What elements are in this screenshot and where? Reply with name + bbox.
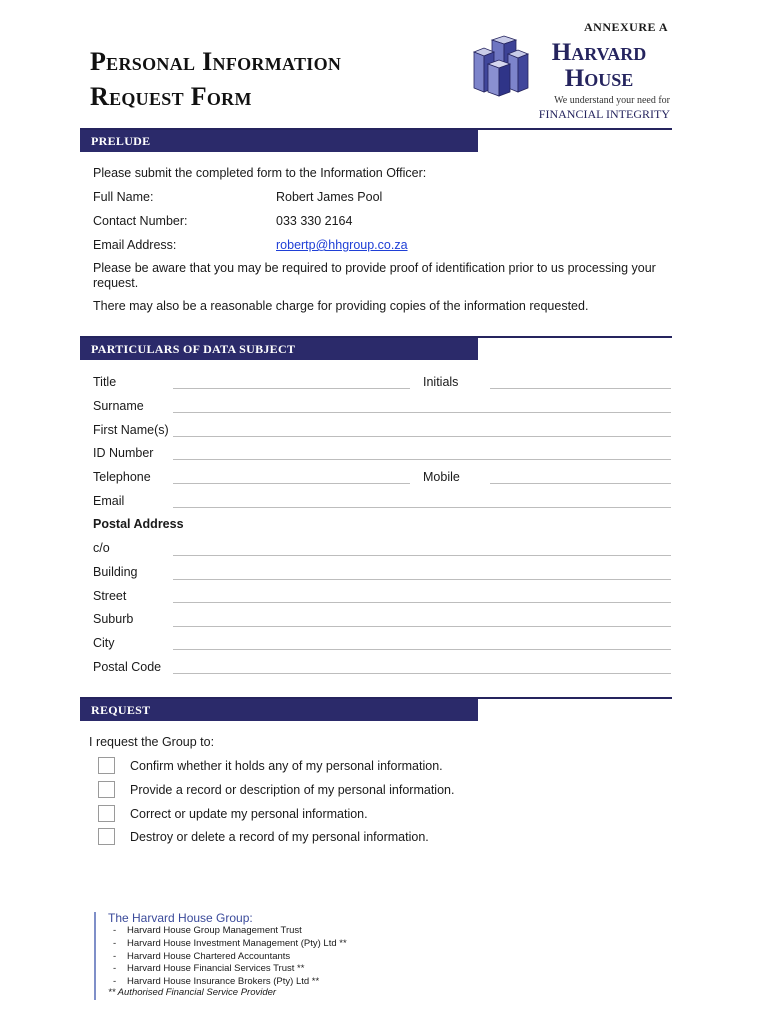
- footer-item: - Harvard House Financial Services Trust **: [113, 963, 305, 974]
- first-names-label: First Name(s): [93, 423, 169, 437]
- email-address-link[interactable]: robertp@hhgroup.co.za: [276, 238, 408, 252]
- surname-field[interactable]: [173, 412, 671, 413]
- checkbox-correct[interactable]: [98, 805, 115, 822]
- request-option-provide: Provide a record or description of my personal information.: [130, 783, 455, 797]
- contact-number-label: Contact Number:: [93, 214, 188, 228]
- footer-item: - Harvard House Group Management Trust: [113, 925, 302, 936]
- page-title-line-2: Request Form: [90, 82, 252, 111]
- section-heading-request: REQUEST: [80, 699, 478, 721]
- postal-code-label: Postal Code: [93, 660, 162, 674]
- footer-accent-bar: [94, 912, 96, 1000]
- id-number-label: ID Number: [93, 446, 154, 460]
- full-name-label: Full Name:: [93, 190, 154, 204]
- prelude-intro: Please submit the completed form to the Information Officer:: [93, 166, 427, 180]
- care-of-field[interactable]: [173, 555, 671, 556]
- brand-name: [532, 40, 666, 92]
- section-heading-prelude: PRELUDE: [80, 130, 478, 152]
- building-field[interactable]: [173, 579, 671, 580]
- email-address-label: Email Address:: [93, 238, 177, 252]
- suburb-label: Suburb: [93, 612, 134, 626]
- footer-item-text: Harvard House Investment Management (Pty) Ltd **: [127, 938, 347, 949]
- footer-note: ** Authorised Financial Service Provider: [108, 987, 277, 998]
- city-label: City: [93, 636, 115, 650]
- surname-label: Surname: [93, 399, 144, 413]
- brand-name-line-1: Harvard: [551, 39, 647, 66]
- city-field[interactable]: [173, 649, 671, 650]
- suburb-field[interactable]: [173, 626, 671, 627]
- brand-name-line-2: House: [564, 65, 634, 92]
- mobile-field[interactable]: [490, 483, 671, 484]
- harvard-house-logo-icon: [470, 34, 530, 98]
- footer-item: - Harvard House Investment Management (Pty) Ltd **: [113, 938, 347, 949]
- first-names-field[interactable]: [173, 436, 671, 437]
- request-option-destroy: Destroy or delete a record of my personal information.: [130, 830, 429, 844]
- checkbox-confirm[interactable]: [98, 757, 115, 774]
- email-field[interactable]: [173, 507, 671, 508]
- id-number-field[interactable]: [173, 459, 671, 460]
- page-title: [90, 44, 341, 114]
- care-of-label: c/o: [93, 541, 110, 555]
- building-label: Building: [93, 565, 138, 579]
- footer-item: - Harvard House Chartered Accountants: [113, 951, 291, 962]
- mobile-label: Mobile: [423, 470, 460, 484]
- title-field[interactable]: [173, 388, 410, 389]
- postal-code-field[interactable]: [173, 673, 671, 674]
- tagline: We understand your need for: [554, 95, 670, 106]
- footer-item-text: Harvard House Group Management Trust: [127, 925, 302, 936]
- postal-address-heading: Postal Address: [93, 517, 184, 531]
- footer-item-text: Harvard House Insurance Brokers (Pty) Ltd **: [127, 976, 320, 987]
- tagline-emphasis: FINANCIAL INTEGRITY: [538, 107, 670, 121]
- request-option-correct: Correct or update my personal information.: [130, 807, 368, 821]
- identification-notice: Please be aware that you may be required to provide proof of identification prior to us processing your request.: [93, 261, 656, 290]
- footer-item-text: Harvard House Chartered Accountants: [127, 951, 291, 962]
- checkbox-provide-record[interactable]: [98, 781, 115, 798]
- initials-label: Initials: [423, 375, 459, 389]
- footer-heading: The Harvard House Group:: [108, 911, 253, 925]
- request-option-confirm: Confirm whether it holds any of my personal information.: [130, 759, 443, 773]
- footer-item-text: Harvard House Financial Services Trust **: [127, 963, 305, 974]
- page-title-line-1: Personal Information: [90, 47, 342, 76]
- street-label: Street: [93, 589, 127, 603]
- section-heading-particulars: PARTICULARS OF DATA SUBJECT: [80, 338, 478, 360]
- contact-number-value: 033 330 2164: [276, 214, 353, 228]
- footer-item: - Harvard House Insurance Brokers (Pty) Ltd **: [113, 976, 320, 987]
- request-intro: I request the Group to:: [89, 735, 215, 749]
- initials-field[interactable]: [490, 388, 671, 389]
- email-label: Email: [93, 494, 125, 508]
- charge-notice: There may also be a reasonable charge for providing copies of the information requested.: [93, 299, 589, 313]
- full-name-value: Robert James Pool: [276, 190, 383, 204]
- telephone-field[interactable]: [173, 483, 410, 484]
- annexure-label: ANNEXURE A: [583, 20, 668, 34]
- checkbox-destroy[interactable]: [98, 828, 115, 845]
- title-label: Title: [93, 375, 117, 389]
- street-field[interactable]: [173, 602, 671, 603]
- telephone-label: Telephone: [93, 470, 151, 484]
